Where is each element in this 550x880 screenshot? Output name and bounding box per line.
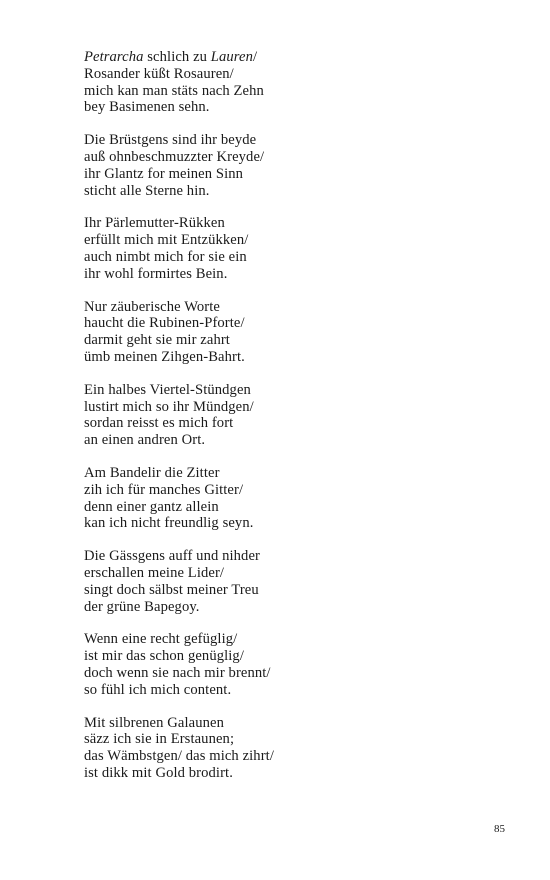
name-petrarcha: Petrarcha bbox=[84, 49, 144, 65]
poem-line: Ihr Pärlemutter-Rükken bbox=[84, 215, 225, 232]
line-text: / bbox=[253, 49, 258, 65]
poem-line: singt doch sälbst meiner Treu bbox=[84, 581, 259, 598]
line-text: schlich zu bbox=[143, 49, 211, 65]
poem-line: Ein halbes Viertel-Stündgen bbox=[84, 381, 251, 398]
poem-line: ist mir das schon genüglig/ bbox=[84, 648, 244, 665]
poem-line: darmit geht sie mir zahrt bbox=[84, 332, 230, 349]
poem-line: Die Brüstgens sind ihr beyde bbox=[84, 132, 257, 149]
poem-line: ihr wohl formirtes Bein. bbox=[84, 265, 228, 282]
poem-line: auß ohnbeschmuzzter Kreyde/ bbox=[84, 148, 265, 165]
name-lauren: Lauren bbox=[210, 49, 254, 65]
poem-line: Rosander küßt Rosauren/ bbox=[84, 65, 234, 82]
poem-line: haucht die Rubinen-Pforte/ bbox=[84, 315, 245, 332]
poem-line: Am Bandelir die Zitter bbox=[84, 464, 220, 481]
stanza-6 bbox=[84, 465, 504, 532]
poem-line: ümb meinen Zihgen-Bahrt. bbox=[84, 348, 245, 365]
poem-line: so fühl ich mich content. bbox=[84, 681, 232, 698]
poem-line: auch nimbt mich for sie ein bbox=[84, 248, 247, 265]
poem-line: Nur zäuberische Worte bbox=[84, 298, 220, 315]
poem-line: säzz ich sie in Erstaunen; bbox=[84, 731, 235, 748]
poem-line: erschallen meine Lider/ bbox=[84, 564, 225, 581]
poem-line: der grüne Bapegoy. bbox=[84, 598, 200, 615]
poem-line: kan ich nicht freundlig seyn. bbox=[84, 515, 254, 532]
stanza-8 bbox=[84, 631, 504, 698]
poem-line: Die Gässgens auff und nihder bbox=[84, 548, 260, 565]
poem-line: an einen andren Ort. bbox=[84, 432, 206, 449]
poem-line: Mit silbrenen Galaunen bbox=[84, 714, 224, 731]
stanza-1 bbox=[84, 49, 504, 116]
stanza-5 bbox=[84, 382, 504, 449]
poem-line: mich kan man stäts nach Zehn bbox=[84, 82, 264, 99]
poem-line: bey Basimenen sehn. bbox=[84, 99, 210, 116]
poem bbox=[84, 49, 504, 798]
stanza-4 bbox=[84, 299, 504, 366]
poem-line: denn einer gantz allein bbox=[84, 498, 219, 515]
poem-line: das Wämbstgen/ das mich zihrt/ bbox=[84, 748, 274, 765]
page-number: 85 bbox=[494, 823, 505, 835]
stanza-9 bbox=[84, 715, 504, 782]
poem-line: doch wenn sie nach mir brennt/ bbox=[84, 664, 271, 681]
poem-line: erfüllt mich mit Entzükken/ bbox=[84, 232, 249, 249]
stanza-3 bbox=[84, 215, 504, 282]
stanza-2 bbox=[84, 132, 504, 199]
poem-line: Wenn eine recht gefüglig/ bbox=[84, 631, 238, 648]
stanza-7 bbox=[84, 548, 504, 615]
poem-line: ihr Glantz for meinen Sinn bbox=[84, 165, 244, 182]
poem-line bbox=[84, 49, 504, 66]
poem-line: sticht alle Sterne hin. bbox=[84, 182, 210, 199]
poem-line: ist dikk mit Gold brodirt. bbox=[84, 764, 233, 781]
poem-line: lustirt mich so ihr Mündgen/ bbox=[84, 398, 254, 415]
poem-line: sordan reisst es mich fort bbox=[84, 415, 234, 432]
poem-line: zih ich für manches Gitter/ bbox=[84, 481, 244, 498]
